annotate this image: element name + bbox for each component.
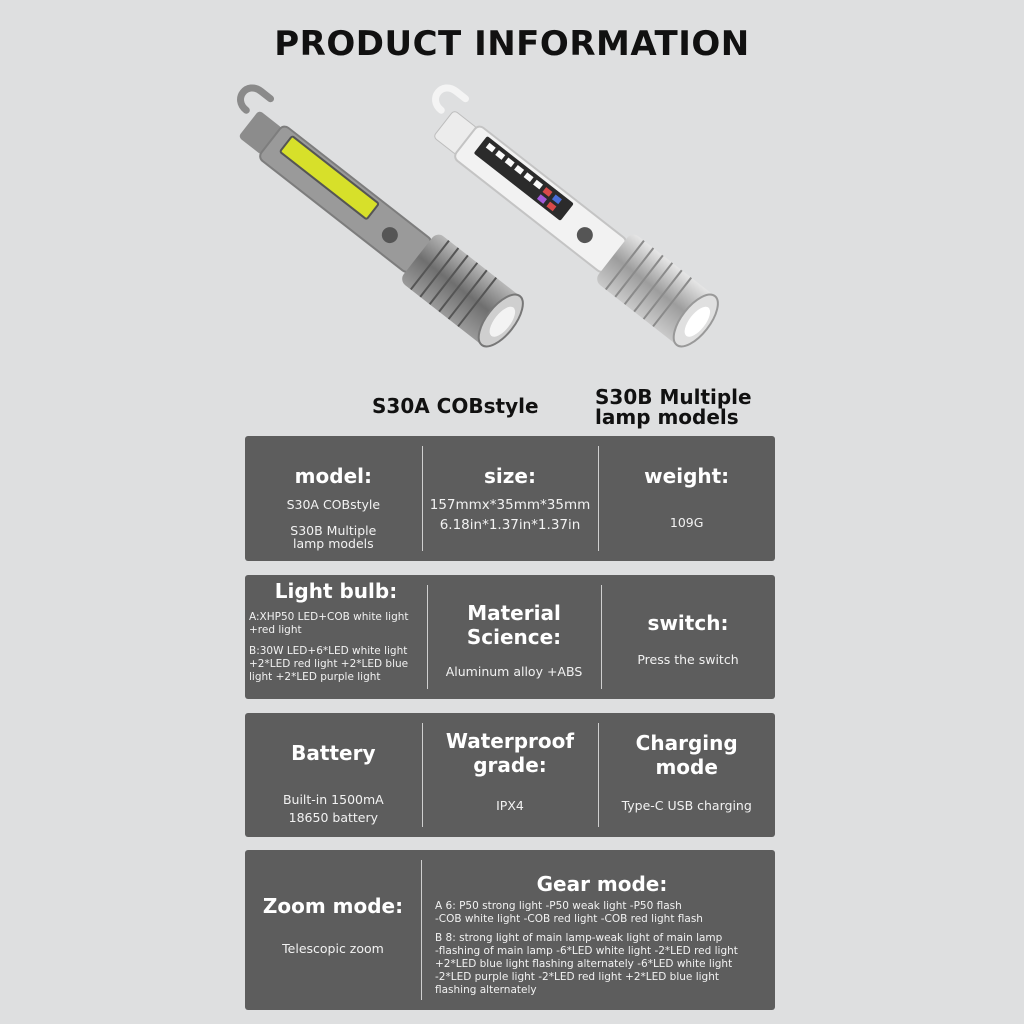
battery-value-1: Built-in 1500mA (282, 792, 384, 807)
caption-s30a-line: S30A COBstyle (372, 394, 539, 418)
gear-a-line-2: -COB white light -COB red light -COB red light flash (435, 913, 703, 925)
product-image (230, 80, 770, 390)
page-title: PRODUCT INFORMATION (274, 24, 750, 64)
gear-b-line-3: +2*LED blue light flashing alternately -6*LED white light (435, 958, 733, 970)
spec-panel-bulb-material-switch (245, 575, 775, 699)
spec-panel-battery-waterproof-charging (245, 713, 775, 837)
gear-label: Gear mode: (536, 872, 668, 896)
spec-model (245, 436, 422, 561)
light-bulb-label: Light bulb: (274, 579, 398, 603)
waterproof-label-line-1: Waterproof (445, 729, 575, 753)
spec-panel-zoom-gear (245, 850, 775, 1010)
gear-b-line-4: -2*LED purple light -2*LED red light +2*LED blue light (435, 971, 719, 983)
caption-s30b (595, 387, 752, 427)
material-value: Aluminum alloy +ABS (445, 664, 583, 679)
spec-material (427, 575, 601, 699)
weight-value: 109G (669, 515, 704, 530)
gear-b-line-1: B 8: strong light of main lamp-weak light of main lamp (435, 932, 723, 944)
spec-size (422, 436, 599, 561)
light-bulb-value-a: A:XHP50 LED+COB white light +red light (249, 611, 409, 636)
spec-light-bulb (245, 575, 427, 699)
size-label: size: (484, 464, 536, 488)
weight-label: weight: (644, 464, 730, 488)
charging-label-line-2: mode (655, 755, 718, 779)
model-label: model: (294, 464, 372, 488)
material-label-line-1: Material (467, 601, 561, 625)
spec-zoom (245, 850, 421, 1010)
light-bulb-value-b: B:30W LED+6*LED white light +2*LED red light +2*LED blue light +2*LED purple light (249, 645, 409, 683)
spec-charging (598, 713, 775, 837)
model-value-b: S30B Multiple lamp models (290, 523, 377, 551)
caption-s30b-line-1: S30B Multiple (595, 385, 752, 409)
waterproof-value: IPX4 (496, 798, 524, 813)
spec-battery (245, 713, 422, 837)
flashlight-s30a (230, 83, 532, 354)
material-label-line-2: Science: (466, 625, 562, 649)
gear-a-line-1: A 6: P50 strong light -P50 weak light -P50 flash (435, 900, 682, 912)
model-value-a: S30A COBstyle (286, 497, 381, 512)
switch-value: Press the switch (637, 652, 739, 667)
battery-value-2: 18650 battery (288, 810, 379, 825)
spec-gear (421, 850, 775, 1010)
spec-switch (601, 575, 775, 699)
gear-b-line-5: flashing alternately (435, 984, 537, 996)
charging-value: Type-C USB charging (621, 798, 752, 813)
spec-panel-model-size-weight (245, 436, 775, 561)
spec-waterproof (422, 713, 599, 837)
spec-weight (598, 436, 775, 561)
caption-s30a (372, 396, 539, 416)
switch-label: switch: (647, 611, 729, 635)
size-value-in: 6.18in*1.37in*1.37in (439, 517, 581, 533)
battery-label: Battery (291, 741, 376, 765)
gear-b-line-2: -flashing of main lamp -6*LED white light -2*LED red light (435, 945, 738, 957)
waterproof-label-line-2: grade: (473, 753, 547, 777)
caption-s30b-line-2: lamp models (595, 405, 739, 429)
charging-label-line-1: Charging (635, 731, 738, 755)
zoom-label: Zoom mode: (262, 894, 404, 918)
size-value-mm: 157mmx*35mm*35mm (429, 497, 591, 513)
zoom-value: Telescopic zoom (282, 941, 384, 956)
